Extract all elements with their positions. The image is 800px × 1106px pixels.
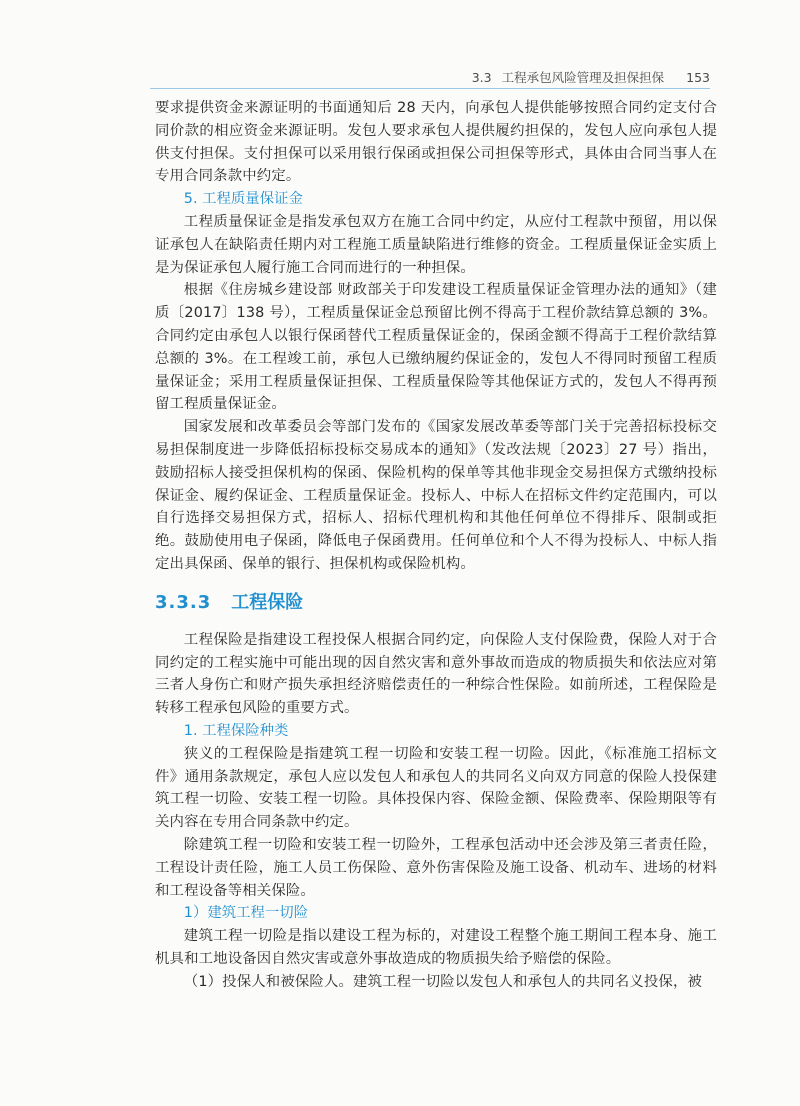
body-text: [155, 97, 717, 993]
paragraph-quality-deposit-definition: 工程质量保证金是指发承包双方在施工合同中约定，从应付工程款中预留，用以保证承包人在缺陷责任期内对工程施工质量缺陷进行维修的资金。工程质量保证金实质上是为保证承包人履行施工合同而进行的一种担保。: [155, 213, 717, 276]
paragraph-insurance-definition: 工程保险是指建设工程投保人根据合同约定，向保险人支付保险费，保险人对于合同约定的工程实施中可能出现的因自然灾害和意外事故而造成的物质损失和依法应对第三者人身伤亡和财产损失承担经济赔偿责任的一种综合性保险。如前所述，工程保险是转移工程承包风险的重要方式。: [155, 631, 717, 717]
header-section-title: 工程承包风险管理及担保担保: [501, 70, 665, 85]
header-section-number: 3.3: [471, 69, 492, 85]
section-heading-number: 3.3.3: [155, 591, 212, 613]
subheading-insurance-types: 1. 工程保险种类: [183, 722, 289, 739]
paragraph-ndrc-notice: 国家发展和改革委员会等部门发布的《国家发展改革委等部门关于完善招标投标交易担保制度进一步降低招标投标交易成本的通知》（发改法规〔2023〕27 号）指出，鼓励招标人接受担保机构的保函、保险机构的保单等其他非现金交易担保方式缴纳投标保证金、履约保证金、工程质量保证金。投标人、中标人在招标文件约定范围内，可以自行选择交易担保方式，招标人、招标代理机构和其他任何单位不得排斥、限制或拒绝。鼓励使用电子保函，降低电子保函费用。任何单位和个人不得为投标人、中标人指定出具保函、保单的银行、担保机构或保险机构。: [155, 419, 717, 572]
paragraph-continued: 要求提供资金来源证明的书面通知后 28 天内，向承包人提供能够按照合同约定支付合同价款的相应资金来源证明。发包人要求承包人提供履约担保的，发包人应向承包人提供支付担保。支付担保可以采用银行保函或担保公司担保等形式，具体由合同当事人在专用合同条款中约定。: [155, 100, 717, 185]
paragraph-quality-deposit-regulation: 根据《住房城乡建设部 财政部关于印发建设工程质量保证金管理办法的通知》（建质〔2017〕138 号），工程质量保证金总预留比例不得高于工程价款结算总额的 3%。合同约定由承包人以银行保函替代工程质量保证金的，保函金额不得高于工程价款结算总额的 3%。在工程竣工前，承包人已缴纳履约保证金的，发包人不得同时预留工程质量保证金；采用工程质量保证担保、工程质量保险等其他保证方式的，发包人不得再预留工程质量保证金。: [155, 282, 717, 413]
subheading-construction-all-risk: 1）建筑工程一切险: [183, 905, 309, 922]
paragraph-insured-parties: （1）投保人和被保险人。建筑工程一切险以发包人和承包人的共同名义投保，被: [183, 973, 703, 990]
section-heading-title: 工程保险: [231, 591, 304, 613]
subheading-quality-deposit: 5. 工程质量保证金: [183, 191, 303, 208]
paragraph-construction-all-risk: 建筑工程一切险是指以建设工程为标的，对建设工程整个施工期间工程本身、施工机具和工地设备因自然灾害或意外事故造成的物质损失给予赔偿的保险。: [155, 928, 717, 967]
header-rule: [150, 88, 710, 89]
paragraph-narrow-insurance: 狭义的工程保险是指建筑工程一切险和安装工程一切险。因此，《标准施工招标文件》通用条款规定，承包人应以发包人和承包人的共同名义向双方同意的保险人投保建筑工程一切险、安装工程一切险。具体投保内容、保险金额、保险费率、保险期限等有关内容在专用合同条款中约定。: [155, 745, 717, 831]
paragraph-other-insurance: 除建筑工程一切险和安装工程一切险外，工程承包活动中还会涉及第三者责任险，工程设计责任险，施工人员工伤保险、意外伤害保险及施工设备、机动车、进场的材料和工程设备等相关保险。: [155, 836, 717, 899]
page-number: 153: [686, 69, 710, 85]
running-header: [150, 66, 710, 88]
section-heading: [155, 591, 717, 615]
